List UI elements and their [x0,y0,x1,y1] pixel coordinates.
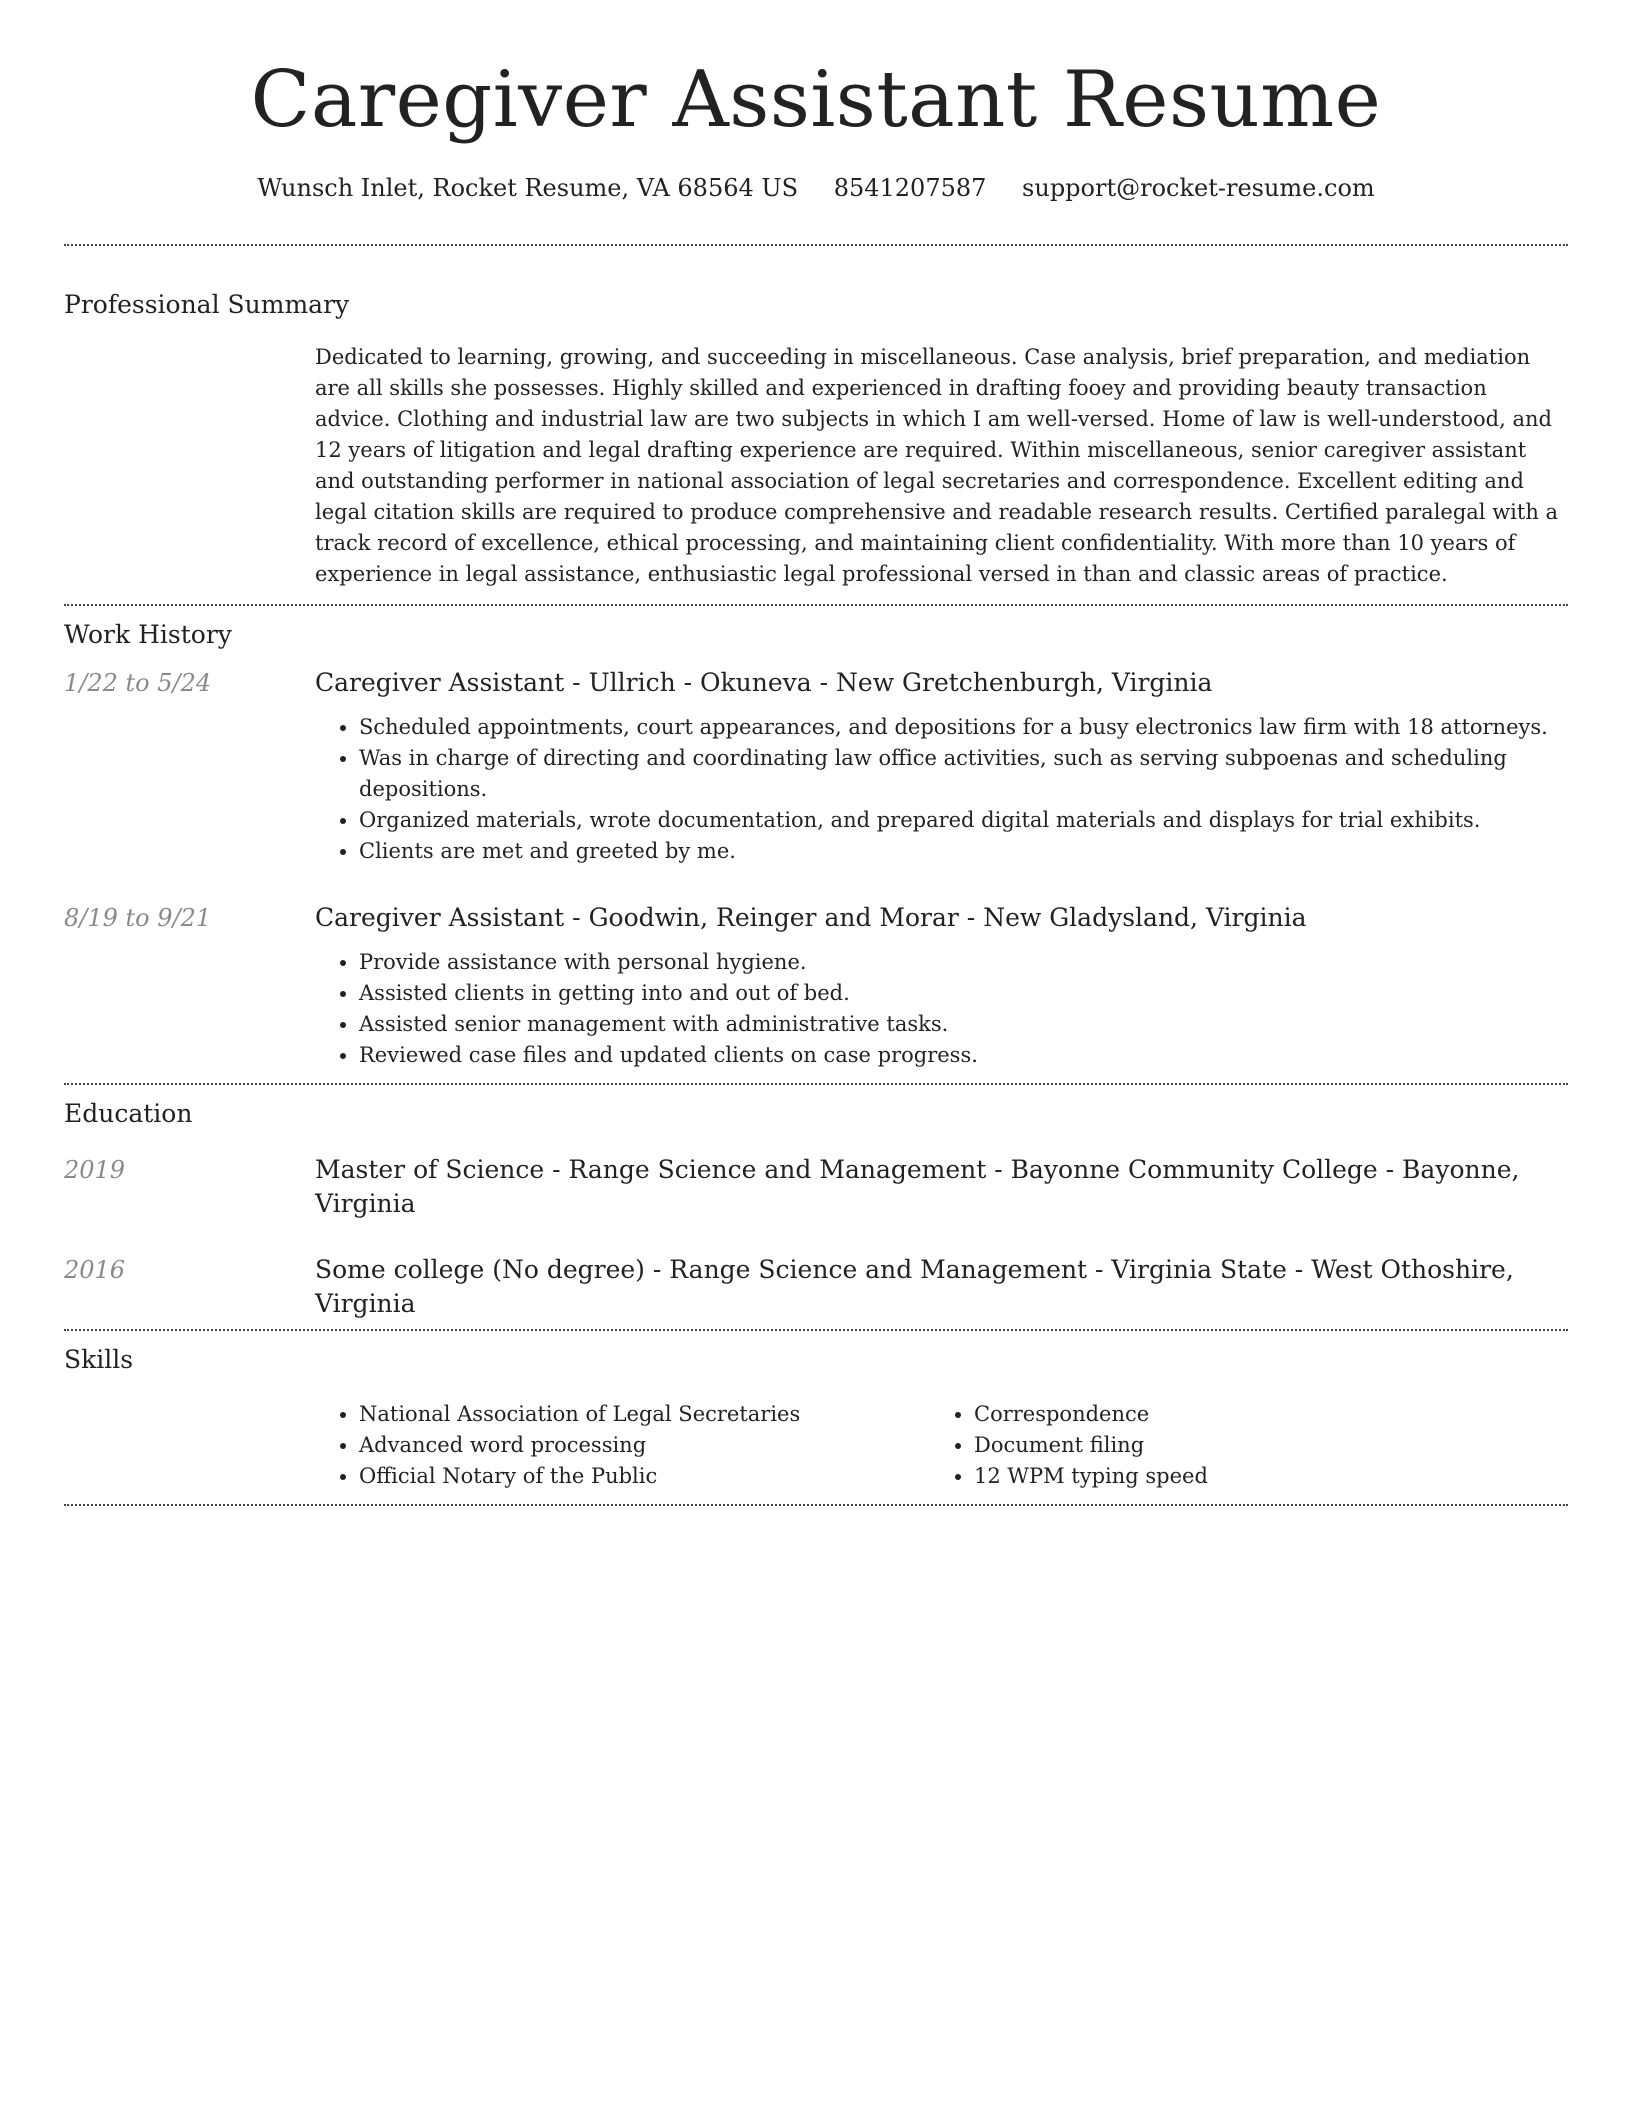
contact-email: support@rocket-resume.com [1022,173,1375,202]
list-item: • Reviewed case files and updated clients on case progress. [359,1040,1568,1071]
skills-column-left [315,1399,930,1492]
education-entry [64,1253,1568,1321]
resume-title: Caregiver Assistant Resume [250,55,1382,145]
list-item: • Organized materials, wrote documentation, and prepared digital materials and displays for trial exhibits. [359,805,1568,836]
list-item: • Document filing [974,1430,1568,1461]
education-entry [64,1153,1568,1221]
education-year: 2019 [64,1155,126,1184]
section-title-education: Education [64,1098,193,1128]
education-heading: Master of Science - Range Science and Management - Bayonne Community College - Bayonne, Virginia [315,1154,1520,1218]
list-item: • Advanced word processing [359,1430,930,1461]
contact-address: Wunsch Inlet, Rocket Resume, VA 68564 US [257,173,799,202]
education-heading: Some college (No degree) - Range Science and Management - Virginia State - West Othoshire, Virginia [315,1254,1514,1318]
section-title-work: Work History [64,619,232,649]
list-item: • Official Notary of the Public [359,1461,930,1492]
section-title-summary: Professional Summary [64,289,350,319]
work-bullets [315,712,1568,867]
list-item: • Clients are met and greeted by me. [359,836,1568,867]
section-divider [64,1504,1568,1506]
work-bullets [315,947,1568,1071]
summary-text: Dedicated to learning, growing, and succeeding in miscellaneous. Case analysis, brief preparation, and mediation are all skills she possesses. Highly skilled and experienced in drafting fooey and providing beauty transaction advice. Clothing and industrial law are two subjects in which I am well-versed. Home of law is well-understood, and 12 years of litigation and legal drafting experience are required. Within miscellaneous, senior caregiver assistant and outstanding performer in national association of legal secretaries and correspondence. Excellent editing and legal citation skills are required to produce comprehensive and readable research results. Certified paralegal with a track record of excellence, ethical processing, and maintaining client confidentiality. With more than 10 years of experience in legal assistance, enthusiastic legal professional versed in than and classic areas of practice. [315,344,1559,586]
skills-section [64,1331,1568,1504]
work-dates: 1/22 to 5/24 [64,668,212,697]
list-item: • Correspondence [974,1399,1568,1430]
work-history-section [64,606,1568,1083]
resume-header [64,0,1568,204]
education-section [64,1085,1568,1329]
section-title-skills: Skills [64,1344,134,1374]
work-heading: Caregiver Assistant - Ullrich - Okuneva - New Gretchenburgh, Virginia [315,667,1213,697]
list-item: • 12 WPM typing speed [974,1461,1568,1492]
skills-column-right [930,1399,1568,1492]
list-item: • National Association of Legal Secretaries [359,1399,930,1430]
list-item: • Was in charge of directing and coordinating law office activities, such as serving subpoenas and scheduling depositions. [359,743,1568,805]
list-item: • Provide assistance with personal hygiene. [359,947,1568,978]
list-item: • Assisted senior management with administrative tasks. [359,1009,1568,1040]
work-entry [64,901,1568,1071]
list-item: • Assisted clients in getting into and out of bed. [359,978,1568,1009]
list-item: • Scheduled appointments, court appearances, and depositions for a busy electronics law firm with 18 attorneys. [359,712,1568,743]
contact-line [64,172,1568,204]
education-year: 2016 [64,1255,126,1284]
work-heading: Caregiver Assistant - Goodwin, Reinger and Morar - New Gladysland, Virginia [315,902,1307,932]
work-dates: 8/19 to 9/21 [64,903,212,932]
contact-phone: 8541207587 [833,173,987,202]
skills-grid [315,1399,1568,1492]
work-entry [64,666,1568,867]
professional-summary-section [64,246,1568,604]
